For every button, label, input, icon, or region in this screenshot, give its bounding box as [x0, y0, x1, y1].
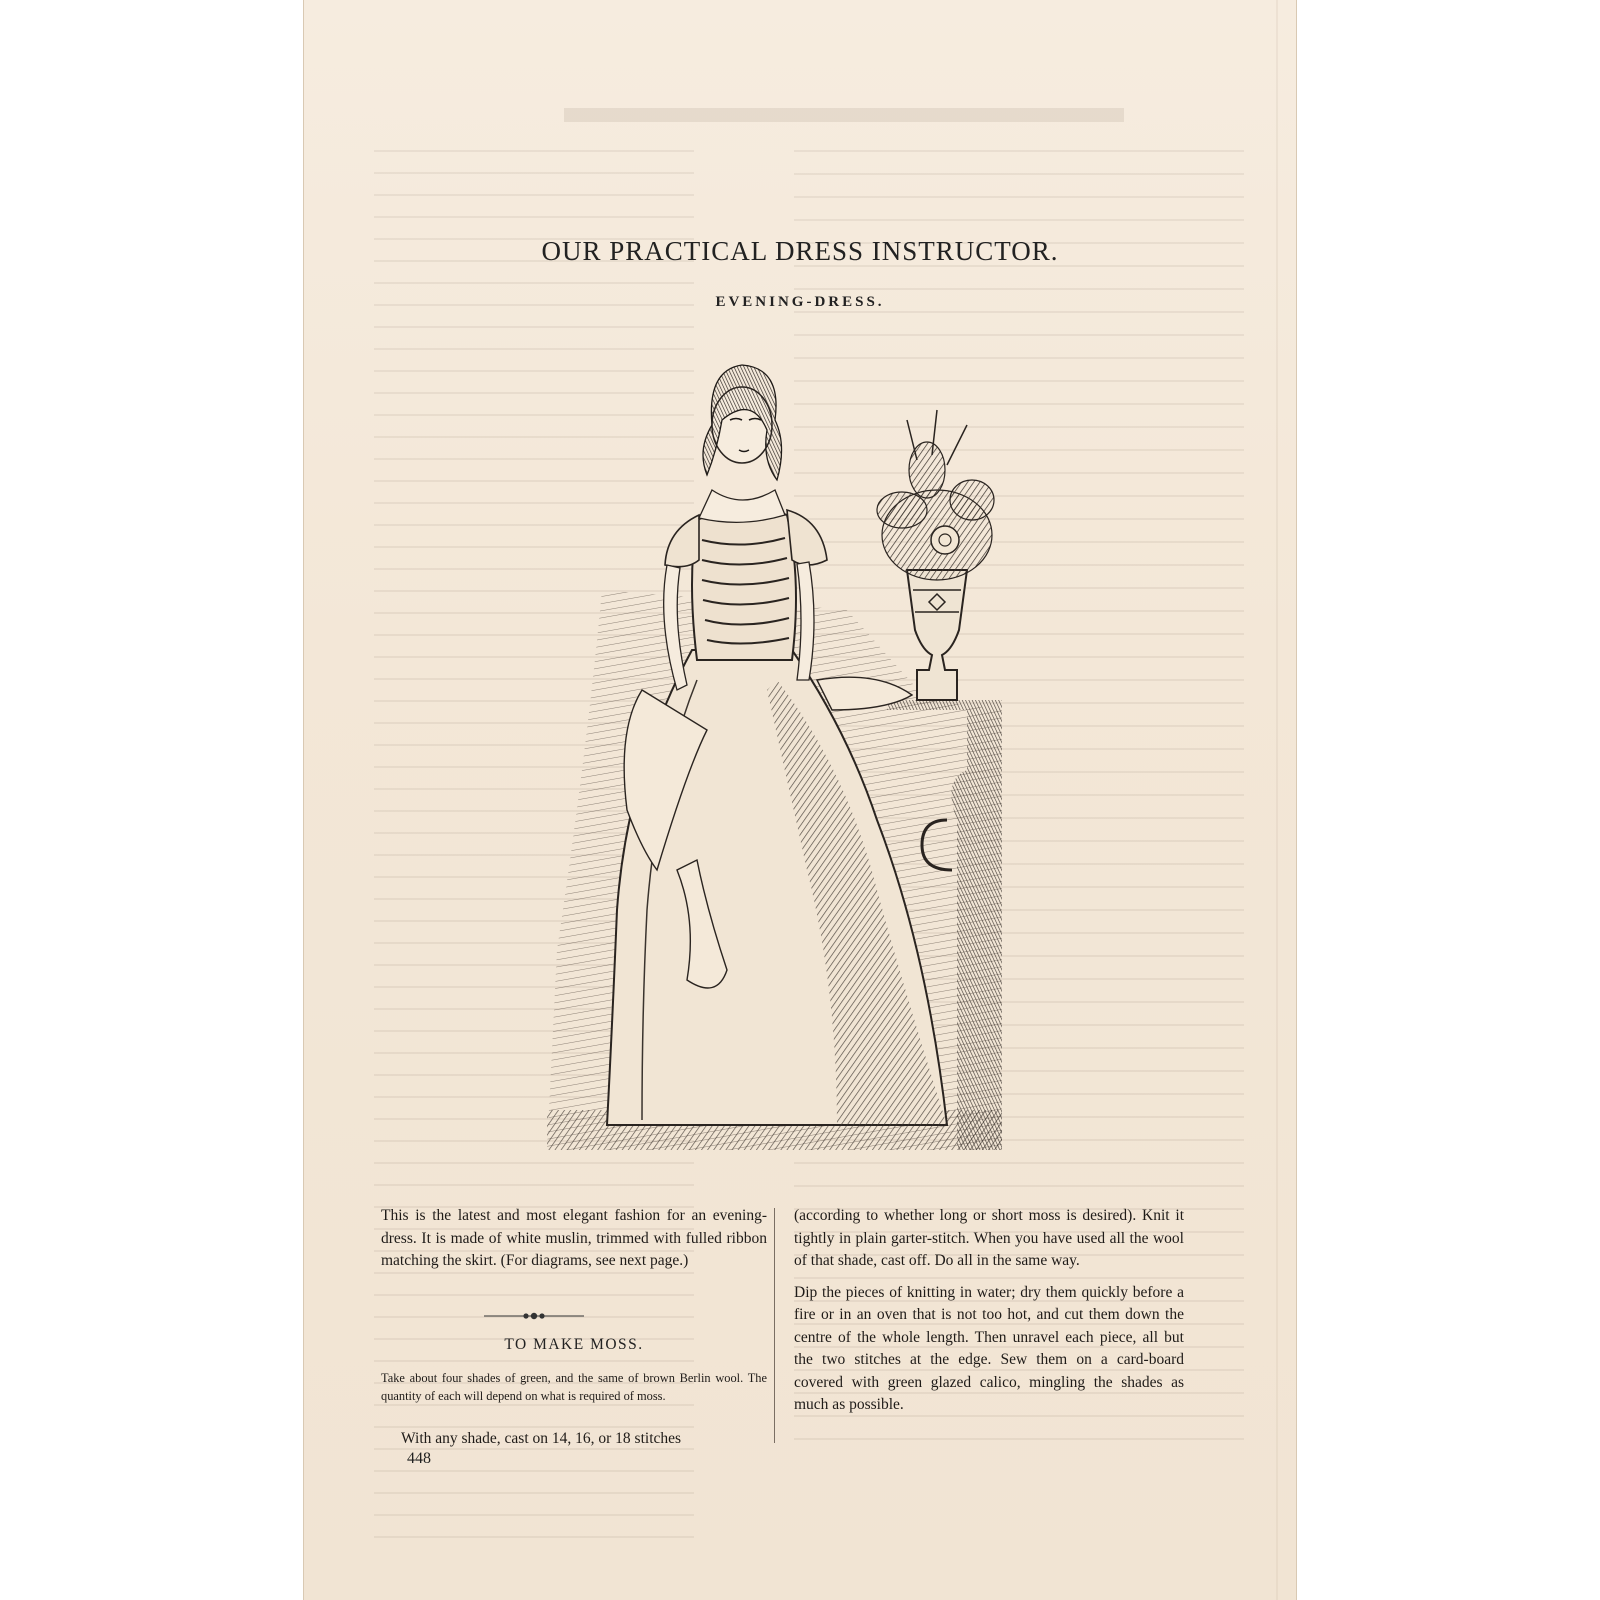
moss-paragraph-2: Dip the pieces of knitting in water; dry them quickly before a fire or in an oven that is not too hot, and cut them down the centre of the whole length. Then unravel each piece, all but the two stitches at the edge. Sew them on a card-board covered with green glazed calico, mingling the shades as much as possible. — [794, 1283, 1184, 1413]
moss-heading: TO MAKE MOSS. — [504, 1336, 644, 1353]
engraving-woman-evening-dress-with-flower-urn-icon — [547, 350, 1002, 1150]
intro-text: This is the latest and most elegant fashion for an evening-dress. It is made of white muslin, trimmed with fulled ribbon matching the skirt. (For diagrams, see next page.) — [381, 1207, 767, 1269]
moss-instructions-small: Take about four shades of green, and the same of brown Berlin wool. The quantity of each will depend on what is required of moss. — [381, 1371, 767, 1403]
show-through-header — [404, 108, 1204, 122]
moss-cast-on-line: With any shade, cast on 14, 16, or 18 stitches — [401, 1430, 682, 1447]
page-title: OUR PRACTICAL DRESS INSTRUCTOR. — [541, 236, 1059, 266]
intro-paragraph — [381, 1205, 767, 1273]
column-divider — [774, 1208, 775, 1443]
ornamental-divider — [484, 1311, 584, 1321]
moss-continued — [794, 1205, 1184, 1417]
moss-paragraph-1: (according to whether long or short moss is desired). Knit it tightly in plain garter-stitch. When you have used all the wool of that shade, cast off. Do all in the same way. — [794, 1207, 1184, 1269]
page-number: 448 — [407, 1450, 431, 1467]
magazine-page — [303, 0, 1297, 1600]
page-subtitle: EVENING-DRESS. — [715, 294, 885, 310]
